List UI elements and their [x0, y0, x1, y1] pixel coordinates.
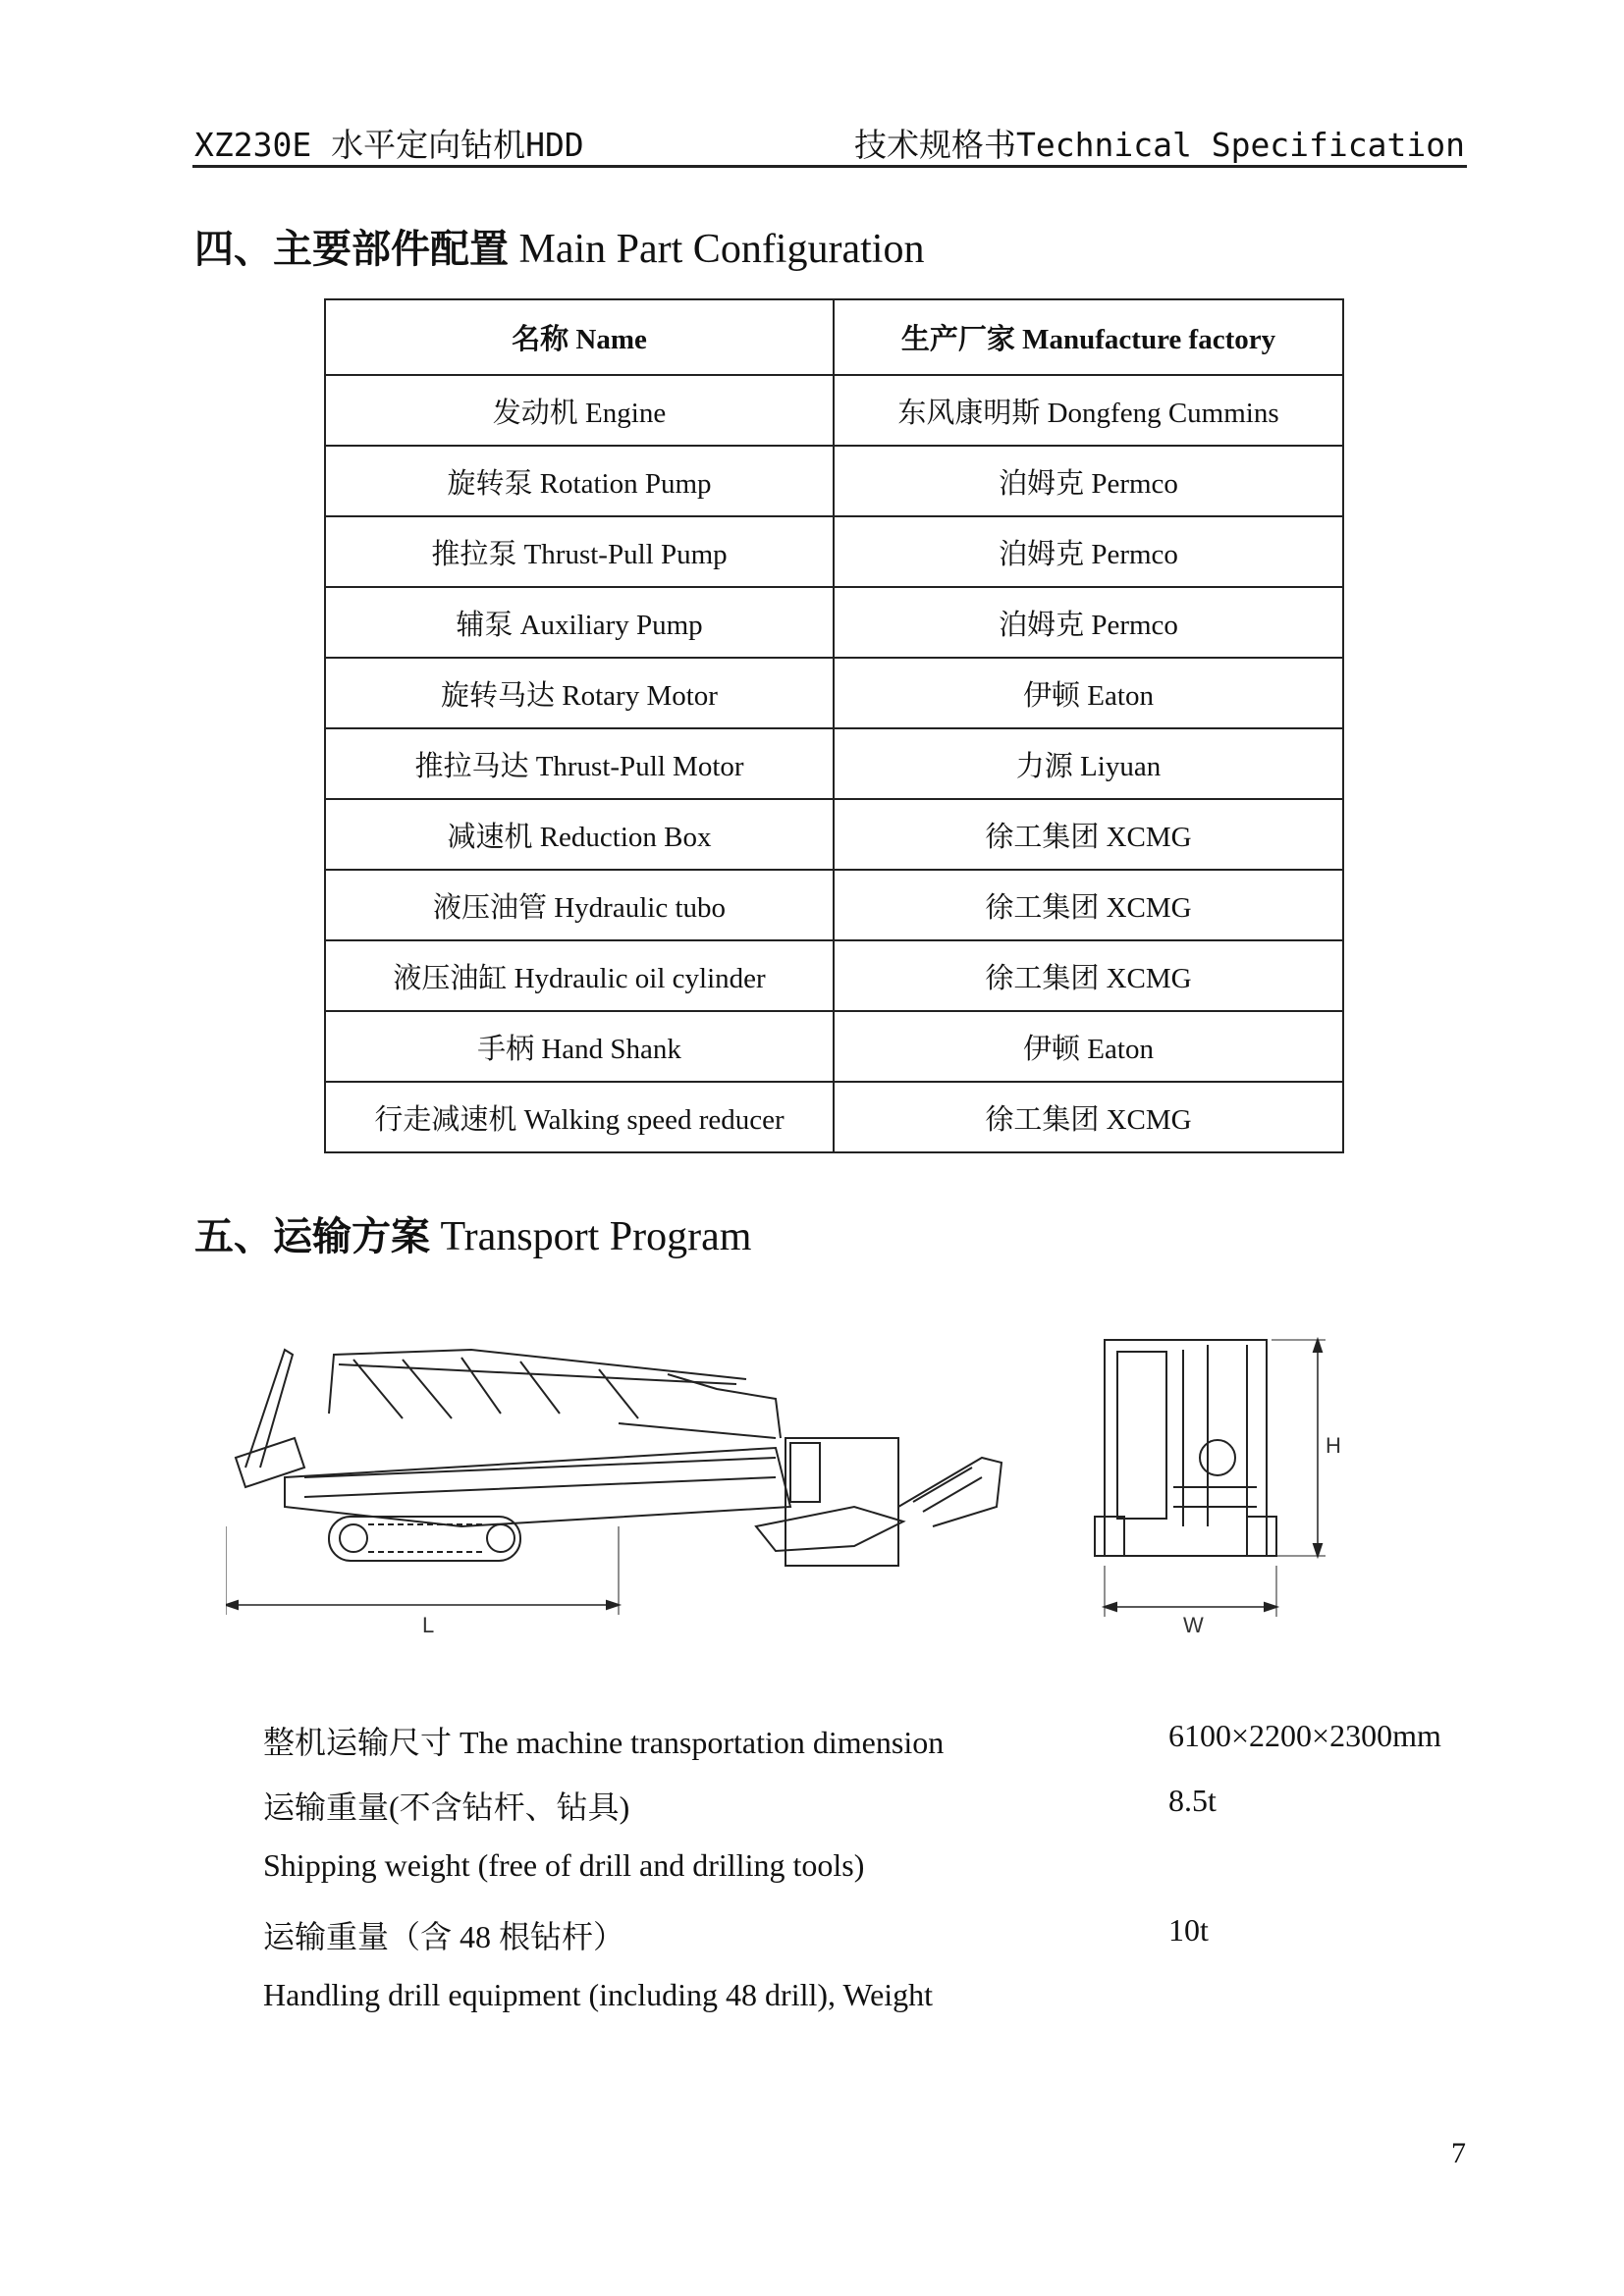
section-title-transport [194, 1205, 751, 1261]
table-row [325, 1011, 1343, 1082]
machine-drawing [226, 1330, 1473, 1669]
column-header-name: 名称 Name [325, 299, 834, 375]
part-name: 行走减速机 Walking speed reducer [325, 1082, 834, 1152]
table-row [325, 516, 1343, 587]
handling-weight-en: Handling drill equipment (including 48 drill), Weight [263, 1977, 934, 2012]
part-factory: 徐工集团 XCMG [834, 940, 1343, 1011]
section-title-en: Transport Program [430, 1214, 752, 1259]
dimension-label-h: H [1326, 1433, 1341, 1458]
header-right: 技术规格书Technical Specification [854, 126, 1465, 164]
table-row [325, 658, 1343, 728]
part-name: 推拉马达 Thrust-Pull Motor [325, 728, 834, 799]
dimension-label-w: W [1183, 1613, 1204, 1637]
part-factory: 力源 Liyuan [834, 728, 1343, 799]
column-header-factory: 生产厂家 Manufacture factory [834, 299, 1343, 375]
table-row [325, 587, 1343, 658]
front-view-drawing [1095, 1340, 1326, 1617]
header-left: XZ230E 水平定向钻机HDD [194, 126, 584, 164]
table-row [325, 375, 1343, 446]
section-title-main-parts [194, 218, 924, 274]
transport-dimension-value: 6100×2200×2300mm [1168, 1718, 1441, 1753]
shipping-weight-en: Shipping weight (free of drill and drilling tools) [263, 1847, 865, 1883]
dimension-label-l: L [422, 1613, 435, 1637]
handling-weight-value: 10t [1168, 1912, 1209, 1948]
part-factory: 徐工集团 XCMG [834, 799, 1343, 870]
table-row [325, 799, 1343, 870]
shipping-weight-cn: 运输重量(不含钻杆、钻具) [263, 1789, 630, 1825]
part-name: 手柄 Hand Shank [325, 1011, 834, 1082]
handling-weight-cn: 运输重量（含 48 根钻杆） [263, 1919, 625, 1954]
table-row [325, 728, 1343, 799]
section-title-en: Main Part Configuration [509, 227, 925, 272]
part-name: 辅泵 Auxiliary Pump [325, 587, 834, 658]
part-name: 发动机 Engine [325, 375, 834, 446]
part-factory: 泊姆克 Permco [834, 516, 1343, 587]
part-name: 液压油管 Hydraulic tubo [325, 870, 834, 940]
table-row [325, 870, 1343, 940]
part-factory: 东风康明斯 Dongfeng Cummins [834, 375, 1343, 446]
part-factory: 泊姆克 Permco [834, 446, 1343, 516]
shipping-weight-value: 8.5t [1168, 1783, 1217, 1818]
table-row [325, 1082, 1343, 1152]
page-number: 7 [1451, 2137, 1466, 2169]
transport-dimension-label: 整机运输尺寸 The machine transportation dimension [263, 1725, 945, 1760]
section-title-cn: 五、运输方案 [194, 1214, 430, 1259]
part-factory: 徐工集团 XCMG [834, 870, 1343, 940]
table-row [325, 446, 1343, 516]
part-name: 旋转泵 Rotation Pump [325, 446, 834, 516]
part-factory: 伊顿 Eaton [834, 658, 1343, 728]
table-header-row [325, 299, 1343, 375]
main-parts-table [324, 298, 1344, 1153]
side-view-drawing [226, 1350, 1001, 1615]
part-name: 旋转马达 Rotary Motor [325, 658, 834, 728]
part-factory: 徐工集团 XCMG [834, 1082, 1343, 1152]
section-title-cn: 四、主要部件配置 [194, 227, 509, 272]
table-row [325, 940, 1343, 1011]
part-name: 推拉泵 Thrust-Pull Pump [325, 516, 834, 587]
part-name: 液压油缸 Hydraulic oil cylinder [325, 940, 834, 1011]
part-name: 减速机 Reduction Box [325, 799, 834, 870]
part-factory: 泊姆克 Permco [834, 587, 1343, 658]
part-factory: 伊顿 Eaton [834, 1011, 1343, 1082]
page-header [192, 116, 1467, 168]
